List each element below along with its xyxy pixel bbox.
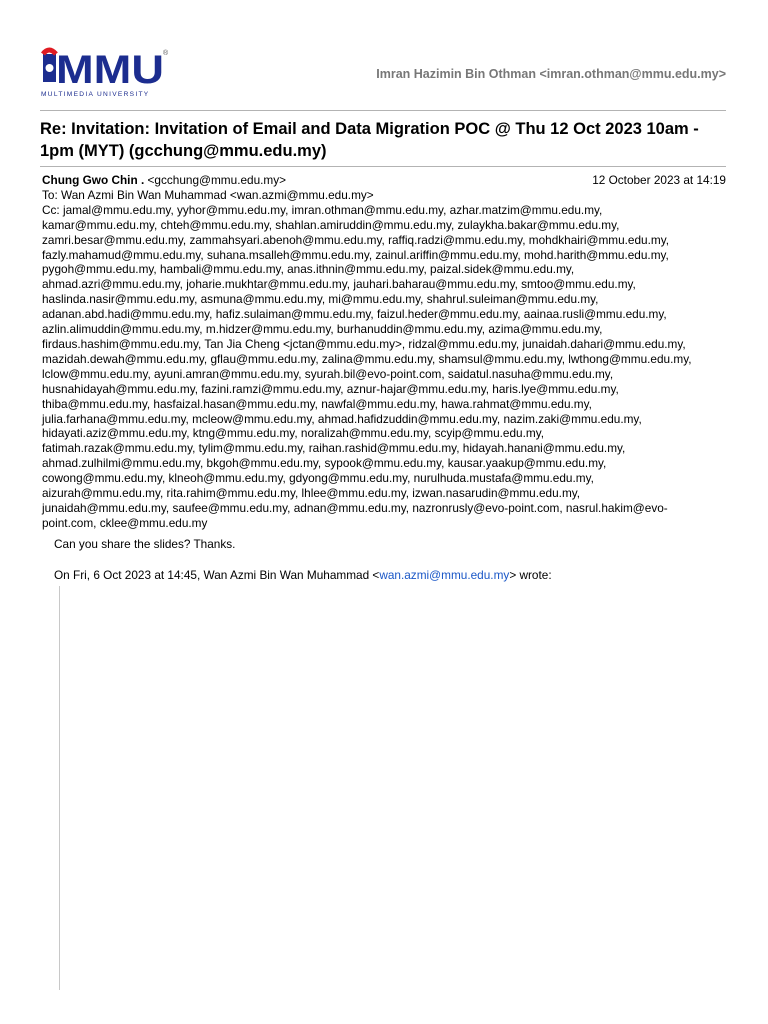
cc-line: adanan.abd.hadi@mmu.edu.my, hafiz.sulaiman@mmu.edu.my, faizul.heder@mmu.edu.my, aainaa.rusli@mmu.edu.my, bbox=[42, 307, 667, 322]
cc-line: fazly.mahamud@mmu.edu.my, suhana.msalleh@mmu.edu.my, zainul.ariffin@mmu.edu.my, mohd.harith@mmu.edu.my, bbox=[42, 247, 669, 262]
quoted-text-bar bbox=[59, 586, 60, 990]
cc-line: firdaus.hashim@mmu.edu.my, Tan Jia Cheng <jctan@mmu.edu.my>, ridzal@mmu.edu.my, junaidah.dahari@mmu.edu.my, bbox=[42, 336, 686, 351]
logo-tagline: MULTIMEDIA UNIVERSITY bbox=[41, 91, 150, 98]
mmu-logo-graphic bbox=[40, 46, 170, 100]
quote-attribution bbox=[54, 568, 714, 583]
subject-divider bbox=[40, 166, 726, 167]
quote-prefix: On Fri, 6 Oct 2023 at 14:45, Wan Azmi Bin Wan Muhammad < bbox=[54, 568, 380, 582]
message-date: 12 October 2023 at 14:19 bbox=[592, 173, 726, 187]
cc-line: junaidah@mmu.edu.my, saufee@mmu.edu.my, adnan@mmu.edu.my, nazronrusly@evo-point.com, nasrul.hakim@evo- bbox=[42, 500, 668, 515]
cc-line: thiba@mmu.edu.my, hasfaizal.hasan@mmu.edu.my, nawfal@mmu.edu.my, hawa.rahmat@mmu.edu.my, bbox=[42, 396, 592, 411]
cc-line: fatimah.razak@mmu.edu.my, tylim@mmu.edu.my, raihan.rashid@mmu.edu.my, hidayah.hanani@mmu.edu.my, bbox=[42, 441, 626, 456]
sender-email: <gcchung@mmu.edu.my> bbox=[147, 173, 287, 187]
mmu-logo bbox=[40, 46, 170, 100]
cc-line: mazidah.dewah@mmu.edu.my, gflau@mmu.edu.my, zalina@mmu.edu.my, shamsul@mmu.edu.my, lwthong@mmu.edu.my, bbox=[42, 351, 692, 366]
cc-line: zamri.besar@mmu.edu.my, zammahsyari.abenoh@mmu.edu.my, raffiq.radzi@mmu.edu.my, mohdkhairi@mmu.edu.my, bbox=[42, 232, 670, 247]
cc-line: ahmad.zulhilmi@mmu.edu.my, bkgoh@mmu.edu.my, sypook@mmu.edu.my, kausar.yaakup@mmu.edu.my, bbox=[42, 456, 607, 471]
cc-line: cowong@mmu.edu.my, klneoh@mmu.edu.my, gdyong@mmu.edu.my, nurulhuda.mustafa@mmu.edu.my, bbox=[42, 471, 594, 486]
quote-email-link[interactable]: wan.azmi@mmu.edu.my bbox=[379, 568, 510, 582]
logo-wordmark: MMU bbox=[56, 48, 164, 92]
cc-line: hidayati.aziz@mmu.edu.my, ktng@mmu.edu.my, noralizah@mmu.edu.my, scyip@mmu.edu.my, bbox=[42, 426, 545, 441]
header-divider bbox=[40, 110, 726, 111]
cc-list bbox=[42, 203, 728, 531]
cc-line: ahmad.azri@mmu.edu.my, joharie.mukhtar@mmu.edu.my, jauhari.baharau@mmu.edu.my, smtoo@mmu.edu.my, bbox=[42, 277, 636, 292]
sender-name: Chung Gwo Chin . bbox=[42, 173, 145, 187]
logo-registered-mark: ® bbox=[163, 50, 169, 57]
email-subject: Re: Invitation: Invitation of Email and Data Migration POC @ Thu 12 Oct 2023 10am - 1pm (MYT) (gcchung@mmu.edu.my) bbox=[40, 120, 699, 160]
cc-line: point.com, cklee@mmu.edu.my bbox=[42, 515, 208, 530]
from-line bbox=[42, 173, 728, 188]
message-body: Can you share the slides? Thanks. bbox=[54, 537, 236, 551]
cc-line: husnahidayah@mmu.edu.my, fazini.ramzi@mmu.edu.my, aznur-hajar@mmu.edu.my, haris.lye@mmu.edu.my, bbox=[42, 381, 619, 396]
quote-suffix: > wrote: bbox=[509, 568, 552, 582]
cc-line: aizurah@mmu.edu.my, rita.rahim@mmu.edu.my, lhlee@mmu.edu.my, izwan.nasarudin@mmu.edu.my, bbox=[42, 486, 581, 501]
cc-line: azlin.alimuddin@mmu.edu.my, m.hidzer@mmu.edu.my, burhanuddin@mmu.edu.my, azima@mmu.edu.my, bbox=[42, 322, 603, 337]
cc-line: julia.farhana@mmu.edu.my, mcleow@mmu.edu.my, ahmad.hafidzuddin@mmu.edu.my, nazim.zaki@mmu.edu.my, bbox=[42, 411, 642, 426]
cc-line: Cc: jamal@mmu.edu.my, yyhor@mmu.edu.my, imran.othman@mmu.edu.my, azhar.matzim@mmu.edu.my, bbox=[42, 202, 603, 217]
to-line: To: Wan Azmi Bin Wan Muhammad <wan.azmi@mmu.edu.my> bbox=[42, 187, 374, 202]
message-header bbox=[42, 173, 728, 531]
cc-line: pygoh@mmu.edu.my, hambali@mmu.edu.my, anas.ithnin@mmu.edu.my, paizal.sidek@mmu.edu.my, bbox=[42, 262, 575, 277]
account-label: Imran Hazimin Bin Othman <imran.othman@mmu.edu.my> bbox=[376, 67, 726, 81]
cc-line: kamar@mmu.edu.my, chteh@mmu.edu.my, shahlan.amiruddin@mmu.edu.my, zulaykha.bakar@mmu.edu.my, bbox=[42, 217, 620, 232]
cc-line: haslinda.nasir@mmu.edu.my, asmuna@mmu.edu.my, mi@mmu.edu.my, shahrul.suleiman@mmu.edu.my, bbox=[42, 292, 599, 307]
cc-line: lclow@mmu.edu.my, ayuni.amran@mmu.edu.my, syurah.bil@evo-point.com, saidatul.nasuha@mmu.edu.my, bbox=[42, 366, 614, 381]
